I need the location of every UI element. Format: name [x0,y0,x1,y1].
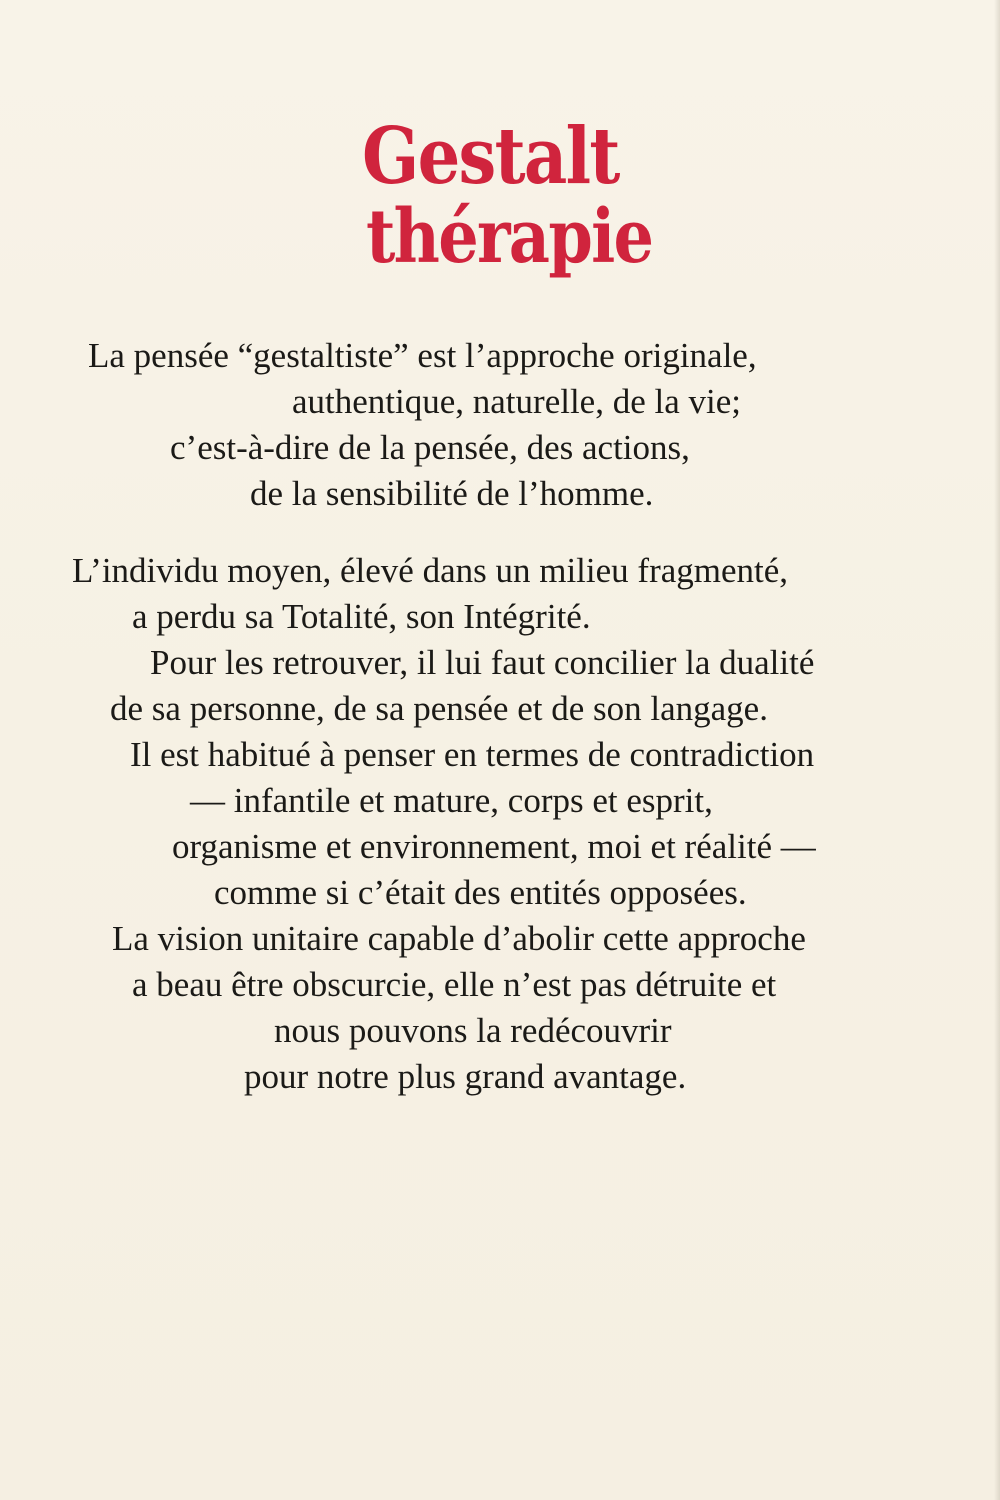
text-line: La vision unitaire capable d’abolir cette approche [112,919,806,958]
text-line: comme si c’était des entités opposées. [214,873,747,912]
text-line: a perdu sa Totalité, son Intégrité. [132,597,591,636]
text-line: nous pouvons la redécouvrir [274,1011,672,1050]
text-line: Il est habitué à penser en termes de contradiction [130,735,815,774]
text-line: L’individu moyen, élevé dans un milieu fragmenté, [72,551,789,590]
text-line: Pour les retrouver, il lui faut concilier la dualité [150,643,815,682]
text-line: — infantile et mature, corps et esprit, [190,781,713,820]
book-title [362,111,662,280]
text-line: a beau être obscurcie, elle n’est pas détruite et [132,965,777,1004]
text-line: de la sensibilité de l’homme. [250,474,654,513]
title-line-2: thérapie [366,194,653,280]
text-line: La pensée “gestaltiste” est l’approche originale, [88,336,757,375]
text-line: authentique, naturelle, de la vie; [292,382,741,421]
text-line: organisme et environnement, moi et réalité — [172,827,816,866]
text-line: de sa personne, de sa pensée et de son langage. [110,689,768,728]
text-line: pour notre plus grand avantage. [244,1057,687,1096]
text-line: c’est-à-dire de la pensée, des actions, [170,428,690,467]
title-line-1: Gestalt [362,111,619,202]
